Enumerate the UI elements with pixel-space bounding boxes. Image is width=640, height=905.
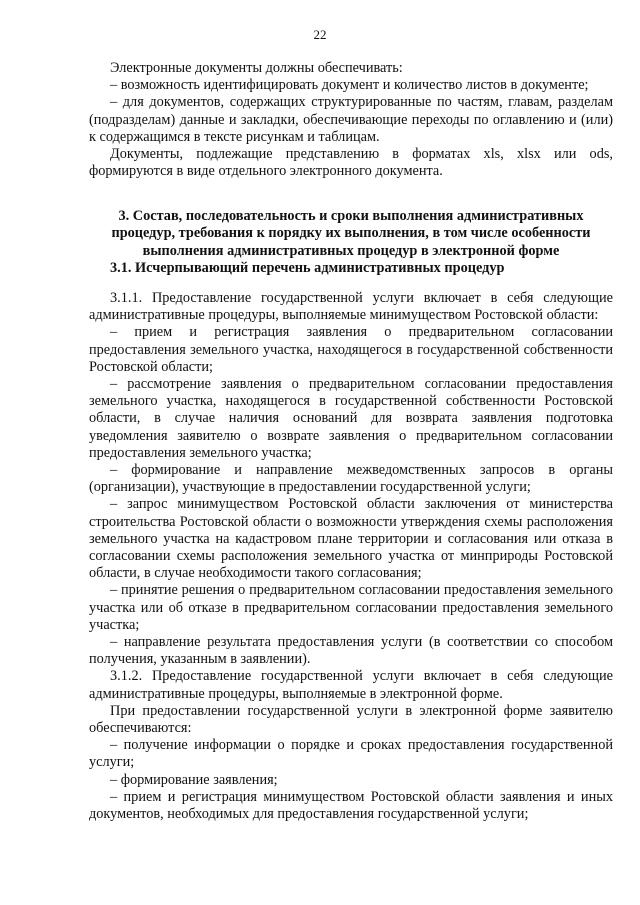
paragraph: При предоставлении государственной услуги в электронной форме заявителю обеспечиваются: — [89, 702, 613, 737]
paragraph: 3.1.2. Предоставление государственной услуги включает в себя следующие административные процедуры, выполняемые в электронной форме. — [89, 668, 613, 702]
section-heading: 3. Состав, последовательность и сроки выполнения административных процедур, требования к порядку их выполнения, в том числе особенности выполнения административных процедур в электронной форме — [111, 208, 591, 259]
electronic-documents-block — [89, 60, 613, 180]
list-item: – для документов, содержащих структурированные по частям, главам, разделам (подразделам) данные и закладки, обеспечивающие переходы по оглавлению и (или) к содержащимся в тексте рисункам и таблицам. — [89, 94, 613, 145]
paragraph: Электронные документы должны обеспечивать: — [110, 60, 403, 76]
paragraph: 3.1.1. Предоставление государственной услуги включает в себя следующие административные процедуры, выполняемые минимуществом Ростовской области: — [89, 290, 613, 324]
list-item: – прием и регистрация заявления о предварительном согласовании предоставления земельного участка, находящегося в государственной собственности Ростовской области; — [89, 324, 613, 375]
paragraph: Документы, подлежащие представлению в форматах xls, xlsx или ods, формируются в виде отдельного электронного документа. — [89, 146, 613, 180]
procedures-list-block — [89, 290, 613, 823]
list-item: – формирование и направление межведомственных запросов в органы (организации), участвующие в предоставлении государственной услуги; — [89, 462, 613, 496]
page-number: 22 — [313, 27, 327, 42]
list-item: – прием и регистрация минимуществом Ростовской области заявления и иных документов, необходимых для предоставления государственной услуги; — [89, 788, 613, 823]
list-item: – рассмотрение заявления о предварительном согласовании предоставления земельного участка, находящегося в государственной собственности Ростовской области, в случае наличия оснований для возврата заявления подготовка уведомления заявителю о возврате заявления о предварительном согласовании предоставления земельного участка; — [89, 376, 613, 461]
list-item: – возможность идентифицировать документ и количество листов в документе; — [110, 77, 589, 94]
list-item: – получение информации о порядке и сроках предоставления государственной услуги; — [89, 737, 613, 771]
subsection-heading: 3.1. Исчерпывающий перечень административных процедур — [110, 260, 505, 277]
list-item: – принятие решения о предварительном согласовании предоставления земельного участка или об отказе в предварительном согласовании предоставления земельного участка; — [89, 582, 613, 633]
list-item: – запрос минимуществом Ростовской области заключения от министерства строительства Ростовской области о возможности утверждения схемы расположения земельного участка на кадастровом плане территории и согласования или отказа в согласовании схемы расположения земельного участка от минприроды Ростовской области, в случае необходимости такого согласования; — [89, 496, 613, 582]
section-heading-block — [89, 208, 613, 277]
list-item: – формирование заявления; — [110, 771, 278, 788]
list-item: – направление результата предоставления услуги (в соответствии со способом получения, указанным в заявлении). — [89, 634, 613, 668]
